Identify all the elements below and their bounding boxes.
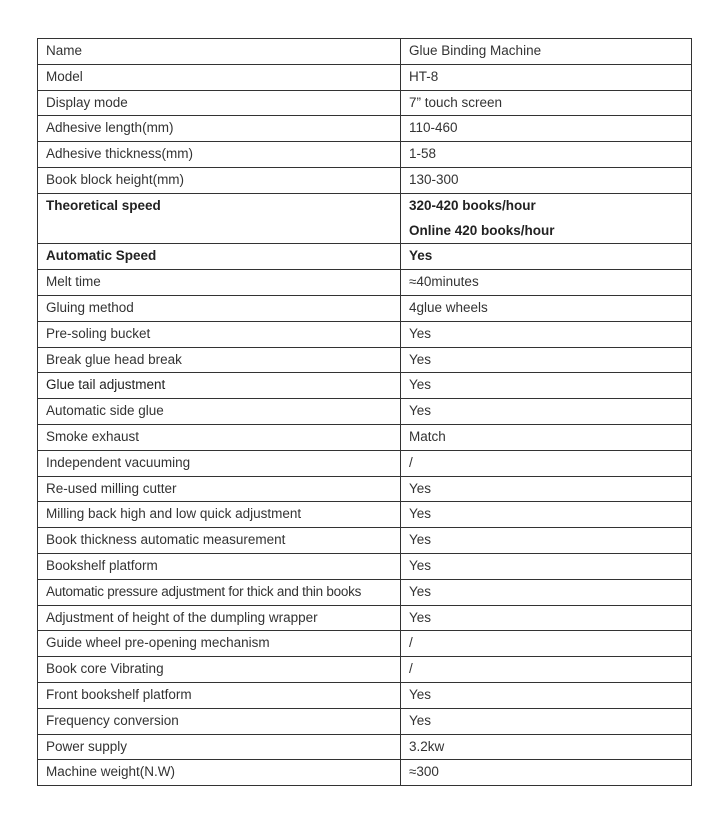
table-row	[38, 116, 692, 142]
spec-label: Display mode	[38, 90, 401, 116]
spec-label: Adhesive thickness(mm)	[38, 142, 401, 168]
table-row	[38, 450, 692, 476]
spec-value: Yes	[401, 476, 692, 502]
table-row	[38, 424, 692, 450]
spec-value: 1-58	[401, 142, 692, 168]
table-row	[38, 502, 692, 528]
spec-label: Break glue head break	[38, 347, 401, 373]
spec-value: Yes	[401, 502, 692, 528]
spec-label: Automatic pressure adjustment for thick and thin books	[38, 579, 401, 605]
spec-label: Pre-soling bucket	[38, 321, 401, 347]
spec-value: Yes	[401, 605, 692, 631]
spec-label: Adjustment of height of the dumpling wrapper	[38, 605, 401, 631]
spec-value: 130-300	[401, 167, 692, 193]
spec-value: Yes	[401, 708, 692, 734]
spec-label: Melt time	[38, 270, 401, 296]
table-row	[38, 579, 692, 605]
spec-label	[38, 193, 401, 244]
spec-value-line-2: Online 420 books/hour	[409, 222, 555, 238]
spec-value: ≈40minutes	[401, 270, 692, 296]
table-row	[38, 657, 692, 683]
spec-value: Yes	[401, 321, 692, 347]
spec-value: 110-460	[401, 116, 692, 142]
spec-value: Yes	[401, 347, 692, 373]
spec-label: Smoke exhaust	[38, 424, 401, 450]
table-row	[38, 682, 692, 708]
spec-value: /	[401, 657, 692, 683]
spec-label: Front bookshelf platform	[38, 682, 401, 708]
table-row	[38, 476, 692, 502]
table-row	[38, 193, 692, 244]
spec-label: Milling back high and low quick adjustment	[38, 502, 401, 528]
spec-label: Power supply	[38, 734, 401, 760]
spec-value: HT-8	[401, 64, 692, 90]
spec-label: Re-used milling cutter	[38, 476, 401, 502]
spec-table	[37, 38, 692, 786]
spec-label: Book block height(mm)	[38, 167, 401, 193]
spec-value: Glue Binding Machine	[401, 39, 692, 65]
spec-value: 7” touch screen	[401, 90, 692, 116]
spec-value: /	[401, 631, 692, 657]
table-row	[38, 244, 692, 270]
spec-label: Model	[38, 64, 401, 90]
table-row	[38, 270, 692, 296]
table-row	[38, 605, 692, 631]
spec-label: Automatic side glue	[38, 399, 401, 425]
table-row	[38, 553, 692, 579]
table-row	[38, 528, 692, 554]
spec-label: Independent vacuuming	[38, 450, 401, 476]
spec-value: Match	[401, 424, 692, 450]
table-row	[38, 295, 692, 321]
spec-value: Yes	[401, 528, 692, 554]
table-row	[38, 347, 692, 373]
table-row	[38, 760, 692, 786]
spec-label: Book core Vibrating	[38, 657, 401, 683]
spec-value: Yes	[401, 553, 692, 579]
table-row	[38, 399, 692, 425]
spec-label: Book thickness automatic measurement	[38, 528, 401, 554]
spec-value-line-1: 320-420 books/hour	[409, 197, 536, 213]
spec-value: Yes	[401, 244, 692, 270]
spec-value: Yes	[401, 399, 692, 425]
spec-label: Frequency conversion	[38, 708, 401, 734]
spec-value: /	[401, 450, 692, 476]
spec-label: Bookshelf platform	[38, 553, 401, 579]
spec-label: Glue tail adjustment	[38, 373, 401, 399]
spec-label: Name	[38, 39, 401, 65]
spec-value: 4glue wheels	[401, 295, 692, 321]
spec-label: Adhesive length(mm)	[38, 116, 401, 142]
table-row	[38, 321, 692, 347]
table-row	[38, 734, 692, 760]
spec-value: Yes	[401, 373, 692, 399]
spec-label-text: Theoretical speed	[46, 197, 161, 213]
table-row	[38, 631, 692, 657]
table-row	[38, 90, 692, 116]
table-row	[38, 64, 692, 90]
spec-label: Guide wheel pre-opening mechanism	[38, 631, 401, 657]
table-row	[38, 373, 692, 399]
spec-label: Machine weight(N.W)	[38, 760, 401, 786]
spec-value: Yes	[401, 682, 692, 708]
spec-value: ≈300	[401, 760, 692, 786]
spec-value: 3.2kw	[401, 734, 692, 760]
table-row	[38, 142, 692, 168]
spec-label: Gluing method	[38, 295, 401, 321]
spec-label: Automatic Speed	[38, 244, 401, 270]
table-row	[38, 708, 692, 734]
spec-value: Yes	[401, 579, 692, 605]
spec-value	[401, 193, 692, 244]
table-row	[38, 167, 692, 193]
table-row	[38, 39, 692, 65]
